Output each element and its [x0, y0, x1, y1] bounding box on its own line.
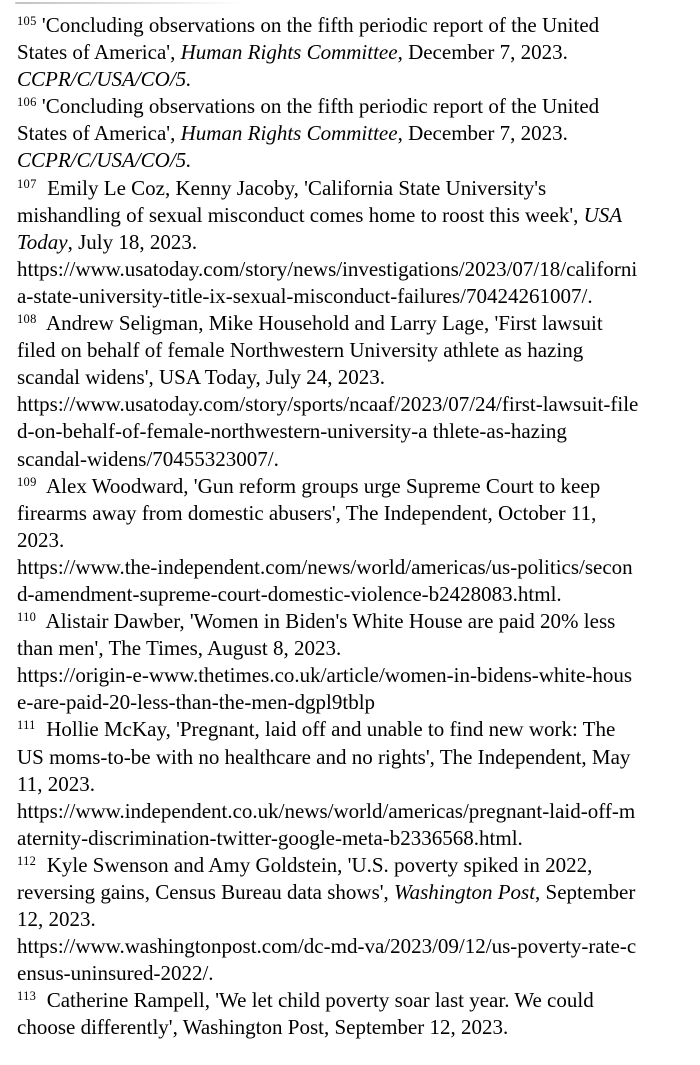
footnote-line	[17, 852, 689, 879]
footnote-line	[17, 229, 689, 256]
footnotes-section	[17, 12, 689, 1042]
footnote-text-segment: choose differently', Washington Post, September 12, 2023.	[17, 1015, 509, 1040]
footnote	[17, 987, 689, 1041]
footnote-line	[17, 39, 689, 66]
footnote-line	[17, 418, 689, 445]
footnote-text-segment: 11, 2023.	[17, 771, 95, 796]
footnote-line	[17, 500, 689, 527]
footnote-number: 108	[17, 312, 37, 327]
footnote-line	[17, 147, 689, 174]
footnote-line	[17, 906, 689, 933]
footnote-text-segment: d-amendment-supreme-court-domestic-violence-b2428083.html.	[17, 581, 562, 606]
footnote-text-segment: CCPR/C/USA/CO/5.	[17, 67, 192, 92]
footnote-text-segment: Hollie McKay, 'Pregnant, laid off and unable to find new work: The	[35, 717, 616, 742]
footnote-text-segment: States of America',	[17, 40, 181, 65]
footnote-line	[17, 879, 689, 906]
footnote-text-segment: aternity-discrimination-twitter-google-meta-b2336568.html.	[17, 825, 523, 850]
footnote-text-segment: , July 18, 2023.	[67, 229, 198, 254]
footnote-line	[17, 66, 689, 93]
footnote-text-segment: Alistair Dawber, 'Women in Biden's White House are paid 20% less	[36, 609, 616, 634]
footnote-text-segment: , September	[535, 880, 636, 904]
footnote-line	[17, 771, 689, 798]
footnote	[17, 473, 689, 608]
footnote-line	[17, 608, 689, 635]
footnote-number: 107	[17, 176, 37, 191]
footnote-line	[17, 256, 689, 283]
footnote-text-segment: , December 7, 2023.	[397, 121, 568, 146]
footnote-line	[17, 554, 689, 581]
footnote-text-segment: USA	[583, 202, 623, 227]
footnote-line	[17, 744, 689, 771]
footnote-text-segment: 2023.	[17, 527, 65, 552]
footnote-text-segment: https://www.independent.co.uk/news/world/americas/pregnant-laid-off-m	[17, 798, 636, 823]
footnote	[17, 716, 689, 851]
footnote-text-segment: Catherine Rampell, 'We let child poverty soar last year. We could	[36, 988, 594, 1013]
footnote-text-segment: 'Concluding observations on the fifth periodic report of the United	[36, 94, 600, 119]
footnote	[17, 310, 689, 473]
footnote-text-segment: firearms away from domestic abusers', The Independent, October 11,	[17, 500, 597, 525]
footnote-text-segment: scandal widens', USA Today, July 24, 2023.	[17, 365, 386, 390]
footnote	[17, 175, 689, 310]
footnote-line	[17, 175, 689, 202]
footnote-text-segment: ensus-uninsured-2022/.	[17, 961, 214, 986]
footnote-text-segment: 'Concluding observations on the fifth periodic report of the United	[36, 13, 600, 37]
footnote-text-segment: 12, 2023.	[17, 907, 96, 932]
footnote-text-segment: https://www.usatoday.com/story/sports/ncaaf/2023/07/24/first-lawsuit-file	[17, 392, 639, 417]
footnote-line	[17, 364, 689, 391]
footnote-number: 111	[17, 718, 36, 733]
footnote-text-segment: Andrew Seligman, Mike Household and Larry Lage, 'First lawsuit	[36, 311, 603, 336]
footnote-text-segment: mishandling of sexual misconduct comes home to roost this week',	[17, 202, 584, 227]
footnotes-list	[17, 12, 689, 1042]
footnote-line	[17, 527, 689, 554]
footnote-text-segment: https://www.the-independent.com/news/world/americas/us-politics/secon	[17, 554, 633, 579]
footnote-line	[17, 310, 689, 337]
footnote-text-segment: e-are-paid-20-less-than-the-men-dgpl9tblp	[17, 690, 376, 715]
footnote-line	[17, 93, 689, 120]
footnote-line	[17, 337, 689, 364]
footnote-number: 106	[17, 95, 37, 110]
footnote-text-segment: Emily Le Coz, Kenny Jacoby, 'California State University's	[36, 175, 547, 200]
footnote-text-segment: reversing gains, Census Bureau data shows',	[17, 880, 395, 904]
footnote-text-segment: Human Rights Committee	[180, 121, 398, 146]
footnote	[17, 93, 689, 174]
footnote-line	[17, 662, 689, 689]
footnote-text-segment: States of America',	[17, 121, 181, 146]
footnote-line	[17, 689, 689, 716]
footnote-text-segment: Alex Woodward, 'Gun reform groups urge Supreme Court to keep	[36, 473, 601, 498]
footnote-line	[17, 960, 689, 987]
footnote-text-segment: Today	[17, 229, 68, 254]
footnote-text-segment: Washington Post	[394, 880, 536, 904]
footnote-text-segment: Human Rights Committee	[180, 40, 398, 65]
footnote-number: 105	[17, 14, 37, 28]
footnote-number: 109	[17, 474, 37, 489]
footnote-line	[17, 798, 689, 825]
footnote-text-segment: https://www.usatoday.com/story/news/investigations/2023/07/18/californi	[17, 256, 638, 281]
footnote	[17, 608, 689, 716]
top-separator-line	[15, 2, 245, 4]
footnote-line	[17, 716, 689, 743]
footnote-line	[17, 473, 689, 500]
footnote-text-segment: scandal-widens/70455323007/.	[17, 446, 279, 471]
footnote-line	[17, 825, 689, 852]
footnote-line	[17, 1014, 689, 1041]
footnote-line	[17, 987, 689, 1014]
footnote-text-segment: CCPR/C/USA/CO/5.	[17, 148, 192, 173]
footnote-text-segment: a-state-university-title-ix-sexual-misconduct-failures/70424261007/.	[17, 283, 593, 308]
footnote-text-segment: than men', The Times, August 8, 2023.	[17, 636, 342, 661]
footnote-line	[17, 283, 689, 310]
footnote-text-segment: filed on behalf of female Northwestern University athlete as hazing	[17, 338, 584, 363]
footnote-line	[17, 446, 689, 473]
footnote-number: 112	[17, 853, 37, 868]
footnote	[17, 12, 689, 93]
footnote-number: 113	[17, 989, 37, 1004]
footnote-text-segment: , December 7, 2023.	[397, 40, 568, 65]
footnote-line	[17, 12, 689, 39]
footnote-text-segment: https://www.washingtonpost.com/dc-md-va/2023/09/12/us-poverty-rate-c	[17, 934, 637, 959]
footnote	[17, 852, 689, 987]
footnote-line	[17, 635, 689, 662]
footnote-line	[17, 581, 689, 608]
footnote-line	[17, 391, 689, 418]
footnote-text-segment: https://origin-e-www.thetimes.co.uk/article/women-in-bidens-white-hous	[17, 663, 633, 688]
footnote-text-segment: Kyle Swenson and Amy Goldstein, 'U.S. poverty spiked in 2022,	[36, 852, 593, 877]
footnote-text-segment: d-on-behalf-of-female-northwestern-university-a thlete-as-hazing	[17, 419, 567, 444]
footnote-line	[17, 933, 689, 960]
footnote-line	[17, 202, 689, 229]
footnote-line	[17, 120, 689, 147]
footnote-number: 110	[17, 610, 37, 625]
footnote-text-segment: US moms-to-be with no healthcare and no rights', The Independent, May	[17, 744, 631, 769]
